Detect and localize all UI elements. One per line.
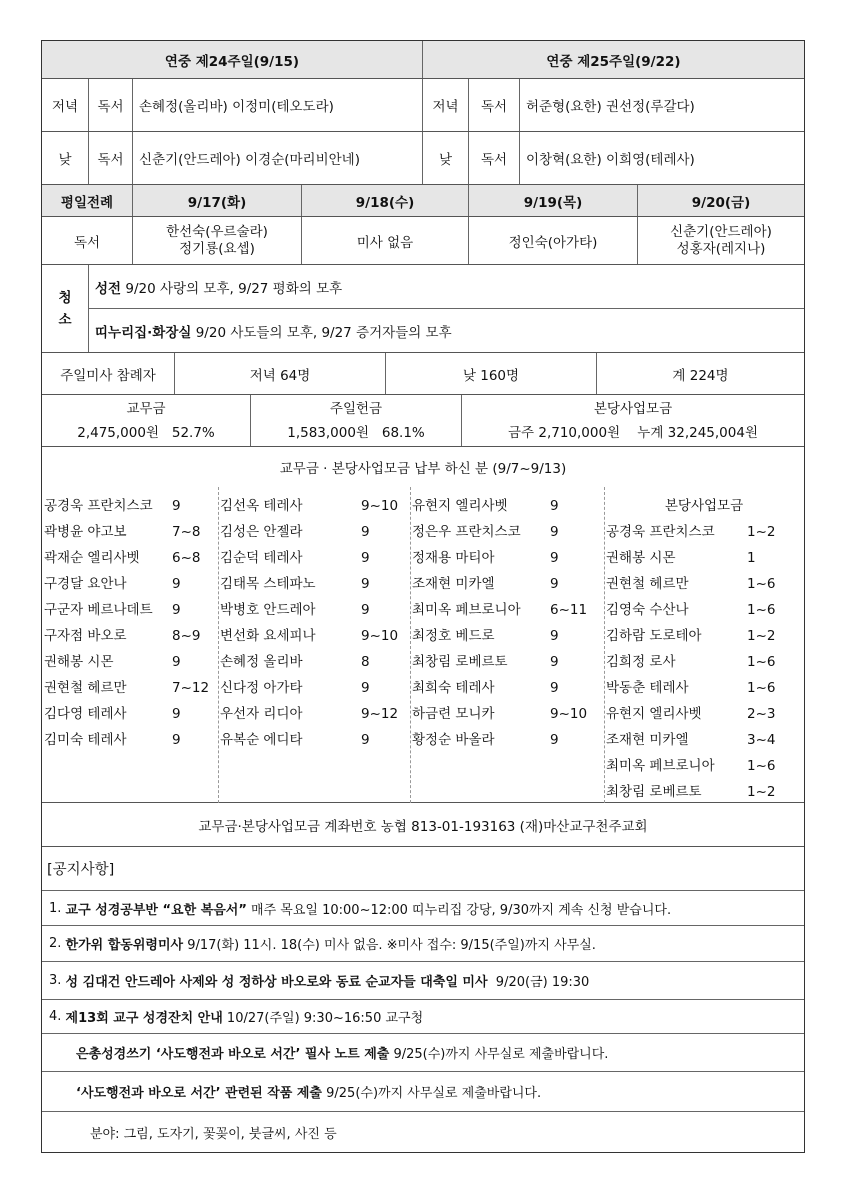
cleaning-row-1 (89, 265, 804, 309)
weekday-reader-1 (133, 217, 302, 264)
weekday-reader-1-line1: 한선숙(우르술라) (166, 223, 268, 240)
donor-name: 김성은 안젤라 (220, 524, 303, 540)
notice-4a-heading: 은총성경쓰기 ‘사도행전과 바오로 서간’ 필사 노트 제출 (76, 1047, 390, 1062)
donor-name: 유현지 엘리사벳 (412, 498, 508, 514)
donor-period: 9 (361, 550, 370, 566)
donor-name: 황정순 바올라 (412, 732, 495, 748)
donor-name: 구경달 요안나 (44, 576, 127, 592)
notice-1-heading: 교구 성경공부반 “요한 복음서” (65, 902, 247, 918)
donor-period: 1 (747, 550, 756, 566)
donor-name: 최미옥 페브로니아 (412, 602, 521, 618)
donor-name: 최정호 베드로 (412, 628, 495, 644)
donor-period: 1~6 (747, 654, 776, 670)
account-info: 교무금·본당사업모금 계좌번호 농협 813-01-193163 (재)마산교구천주교회 (42, 803, 804, 847)
w25-day-mass: 낮 (423, 132, 469, 184)
donor-period: 9 (550, 628, 559, 644)
donor-period: 9 (172, 576, 181, 592)
donor-name: 권현철 헤르만 (606, 576, 689, 592)
w24-day-mass: 낮 (42, 132, 89, 184)
bulletin-sheet (41, 40, 805, 1153)
notice-4-number: 4. (49, 1009, 62, 1024)
donor-period: 3~4 (747, 732, 776, 748)
donor-period: 6~8 (172, 550, 201, 566)
weekday-reader-4 (638, 217, 804, 264)
donor-name: 박동춘 테레사 (606, 680, 689, 696)
notice-4a-text: 9/25(수)까지 사무실로 제출바랍니다. (389, 1047, 609, 1062)
donor-name: 변선화 요세피나 (220, 628, 316, 644)
donor-period: 9 (550, 550, 559, 566)
donor-name: 김선옥 테레사 (220, 498, 303, 514)
donor-name: 곽병윤 야고보 (44, 524, 127, 540)
donor-name: 김순덕 테레사 (220, 550, 303, 566)
donor-period: 9 (172, 654, 181, 670)
donor-name: 김영숙 수산나 (606, 602, 689, 618)
week24-title: 연중 제24주일(9/15) (42, 41, 423, 78)
w25-evening-mass: 저녁 (423, 79, 469, 131)
notice-4-heading: 제13회 교구 성경잔치 안내 (65, 1011, 223, 1026)
finance-row (42, 395, 804, 447)
w25-day-readers: 이창혁(요한) 이희영(테레사) (526, 152, 695, 168)
donor-period: 9 (361, 680, 370, 696)
notice-4-sub-2 (42, 1072, 804, 1112)
notice-4b-heading: ‘사도행전과 바오로 서간’ 관련된 작품 제출 (76, 1086, 322, 1101)
weekday-reader-3: 정인숙(아가타) (469, 217, 638, 264)
donor-period: 9 (550, 732, 559, 748)
donor-column-2 (218, 487, 411, 803)
offering-amount: 1,583,000원 68.1% (287, 424, 425, 441)
cleaning-text-1: 9/20 사랑의 모후, 9/27 평화의 모후 (125, 280, 343, 297)
donor-period: 1~2 (747, 628, 776, 644)
donor-period: 1~6 (747, 680, 776, 696)
cleaning-label (42, 265, 89, 352)
notice-4b-text: 9/25(수)까지 사무실로 제출바랍니다. (322, 1086, 542, 1101)
attendance-label: 주일미사 참례자 (42, 353, 175, 394)
donor-period: 9 (550, 524, 559, 540)
donor-name: 조재현 미카엘 (606, 732, 689, 748)
weekday-date-4: 9/20(금) (691, 194, 751, 211)
weekday-label: 평일전례 (42, 185, 133, 216)
w25-day-role: 독서 (469, 132, 520, 184)
donor-columns (42, 487, 804, 803)
donor-period: 9~10 (550, 706, 588, 722)
donor-period: 9~10 (361, 628, 399, 644)
donor-name: 공경욱 프란치스코 (44, 498, 153, 514)
donor-name: 권현철 헤르만 (44, 680, 127, 696)
weekday-date-1: 9/17(화) (133, 185, 302, 216)
finance-fund (462, 395, 804, 446)
donor-period: 1~6 (747, 576, 776, 592)
notice-3-text: 9/20(금) 19:30 (487, 975, 590, 990)
donors-title: 교무금 · 본당사업모금 납부 하신 분 (9/7~9/13) (279, 461, 567, 477)
donor-period: 9 (550, 654, 559, 670)
notice-title: [공지사항] (42, 847, 804, 891)
weekday-reader-4-line1: 신춘기(안드레아) (670, 223, 772, 240)
offering-label: 주일헌금 (329, 400, 383, 417)
donor-period: 7~12 (172, 680, 210, 696)
notice-4 (42, 1000, 804, 1034)
donor-name: 손혜정 올리바 (220, 654, 303, 670)
finance-offering (251, 395, 462, 446)
donor-period: 1~2 (747, 524, 776, 540)
donor-period: 9 (550, 680, 559, 696)
donor-name: 김미숙 테레사 (44, 732, 127, 748)
donor-period: 9 (172, 602, 181, 618)
notice-3 (42, 962, 804, 1000)
weekday-date-2: 9/18(수) (302, 185, 469, 216)
donor-period: 7~8 (172, 524, 201, 540)
notice-3-heading: 성 김대건 안드레아 사제와 성 정하상 바오로와 동료 순교자들 대축일 미사 (65, 975, 488, 990)
parish-fee-amount: 2,475,000원 52.7% (77, 424, 215, 441)
cleaning-place-2: 띠누리집·화장실 (95, 325, 192, 341)
week25-title: 연중 제25주일(9/22) (546, 53, 681, 70)
notice-2-heading: 한가위 합동위령미사 (65, 938, 184, 953)
notice-1-text: 매주 목요일 10:00~12:00 띠누리집 강당, 9/30까지 계속 신청 받습니다. (246, 902, 672, 918)
notice-1 (42, 891, 804, 926)
w24-day-readers: 신춘기(안드레아) 이경순(마리비안네) (133, 132, 423, 184)
day-reader-row (42, 132, 804, 185)
notice-4-text: 10/27(주일) 9:30~16:50 교구청 (222, 1011, 424, 1026)
w24-evening-mass: 저녁 (42, 79, 89, 131)
donor-name: 구자점 바오로 (44, 628, 127, 644)
donor-period: 9 (172, 498, 181, 514)
donor-name: 김태목 스테파노 (220, 576, 316, 592)
notice-2-number: 2. (49, 936, 62, 951)
donor-period: 1~2 (747, 784, 776, 800)
attendance-row (42, 353, 804, 395)
attendance-day: 낮 160명 (386, 353, 597, 394)
weekday-reader-2: 미사 없음 (302, 217, 469, 264)
cleaning-section (42, 265, 804, 353)
notice-1-number: 1. (49, 900, 62, 916)
w24-evening-readers: 손혜정(올리바) 이정미(테오도라) (133, 79, 423, 131)
donor-name: 유복순 에디타 (220, 732, 303, 748)
donor-name: 김하람 도로테아 (606, 628, 702, 644)
donor-name: 정은우 프란치스코 (412, 524, 521, 540)
notice-4-sub-1 (42, 1034, 804, 1072)
week-header-row (42, 41, 804, 79)
cleaning-label-1: 청 (58, 289, 72, 306)
weekday-date-3: 9/19(목) (469, 185, 638, 216)
notice-4-sub-3: 분야: 그림, 도자기, 꽃꽂이, 붓글씨, 사진 등 (90, 1126, 337, 1142)
donor-period: 9 (172, 732, 181, 748)
notice-3-number: 3. (49, 973, 62, 988)
notice-2-text: 9/17(화) 11시. 18(수) 미사 없음. ※미사 접수: 9/15(주일)까지 사무실. (183, 938, 596, 953)
donor-period: 9~10 (361, 498, 399, 514)
fund-donors-title: 본당사업모금 (664, 498, 744, 514)
donor-name: 조재현 미카엘 (412, 576, 495, 592)
donor-period: 9 (361, 524, 370, 540)
weekday-reader-4-line2: 성홍자(레지나) (676, 240, 766, 257)
donor-period: 9 (361, 602, 370, 618)
donor-name: 우선자 리디아 (220, 706, 303, 722)
donor-name: 정재용 마티아 (412, 550, 495, 566)
donor-name: 공경욱 프란치스코 (606, 524, 715, 540)
w24-evening-role: 독서 (89, 79, 133, 131)
donor-period: 9 (550, 576, 559, 592)
donor-period: 6~11 (550, 602, 588, 618)
attendance-evening: 저녁 64명 (175, 353, 386, 394)
donor-period: 1~6 (747, 758, 776, 774)
donor-name: 권해봉 시몬 (44, 654, 114, 670)
weekday-reader-1-line2: 정기룡(요셉) (179, 240, 255, 257)
donor-period: 8~9 (172, 628, 201, 644)
cleaning-text-2: 9/20 사도들의 모후, 9/27 증거자들의 모후 (195, 325, 452, 341)
donor-name: 박병호 안드레아 (220, 602, 316, 618)
donor-name: 하금련 모니카 (412, 706, 495, 722)
donor-name: 김다영 테레사 (44, 706, 127, 722)
cleaning-place-1: 성전 (95, 280, 122, 297)
donor-column-4 (604, 487, 804, 803)
donor-period: 2~3 (747, 706, 776, 722)
weekday-role: 독서 (42, 217, 133, 264)
notice-2 (42, 926, 804, 962)
donor-name: 구군자 베르나데트 (44, 602, 153, 618)
donor-name: 유현지 엘리사벳 (606, 706, 702, 722)
donor-period: 9~12 (361, 706, 399, 722)
donor-name: 최미옥 페브로니아 (606, 758, 715, 774)
donor-name: 신다정 아가타 (220, 680, 303, 696)
weekday-reader-row (42, 217, 804, 265)
donor-name: 최창림 로베르토 (606, 784, 702, 800)
donor-period: 9 (361, 576, 370, 592)
donor-name: 최희숙 테레사 (412, 680, 495, 696)
w25-evening-role: 독서 (469, 79, 520, 131)
donor-column-1 (42, 487, 219, 803)
donor-name: 곽재순 엘리사벳 (44, 550, 140, 566)
donor-name: 김희정 로사 (606, 654, 676, 670)
w25-evening-readers: 허준형(요한) 권선정(루갈다) (526, 99, 695, 115)
donor-period: 9 (550, 498, 559, 514)
w24-day-role: 독서 (89, 132, 133, 184)
cleaning-row-2 (89, 309, 810, 353)
donor-period: 8 (361, 654, 370, 670)
fund-amount: 금주 2,710,000원 누계 32,245,004원 (508, 424, 758, 441)
donor-period: 9 (172, 706, 181, 722)
parish-fee-label: 교무금 (126, 400, 166, 417)
cleaning-label-2: 소 (58, 311, 72, 328)
donor-name: 권해봉 시몬 (606, 550, 676, 566)
donor-period: 1~6 (747, 602, 776, 618)
weekday-header-row (42, 185, 804, 217)
fund-label: 본당사업모금 (593, 400, 673, 417)
finance-parish (42, 395, 251, 446)
attendance-total: 계 224명 (672, 367, 729, 384)
donor-column-3 (410, 487, 605, 803)
donor-period: 9 (361, 732, 370, 748)
donor-name: 최창림 로베르토 (412, 654, 508, 670)
evening-reader-row (42, 79, 804, 132)
